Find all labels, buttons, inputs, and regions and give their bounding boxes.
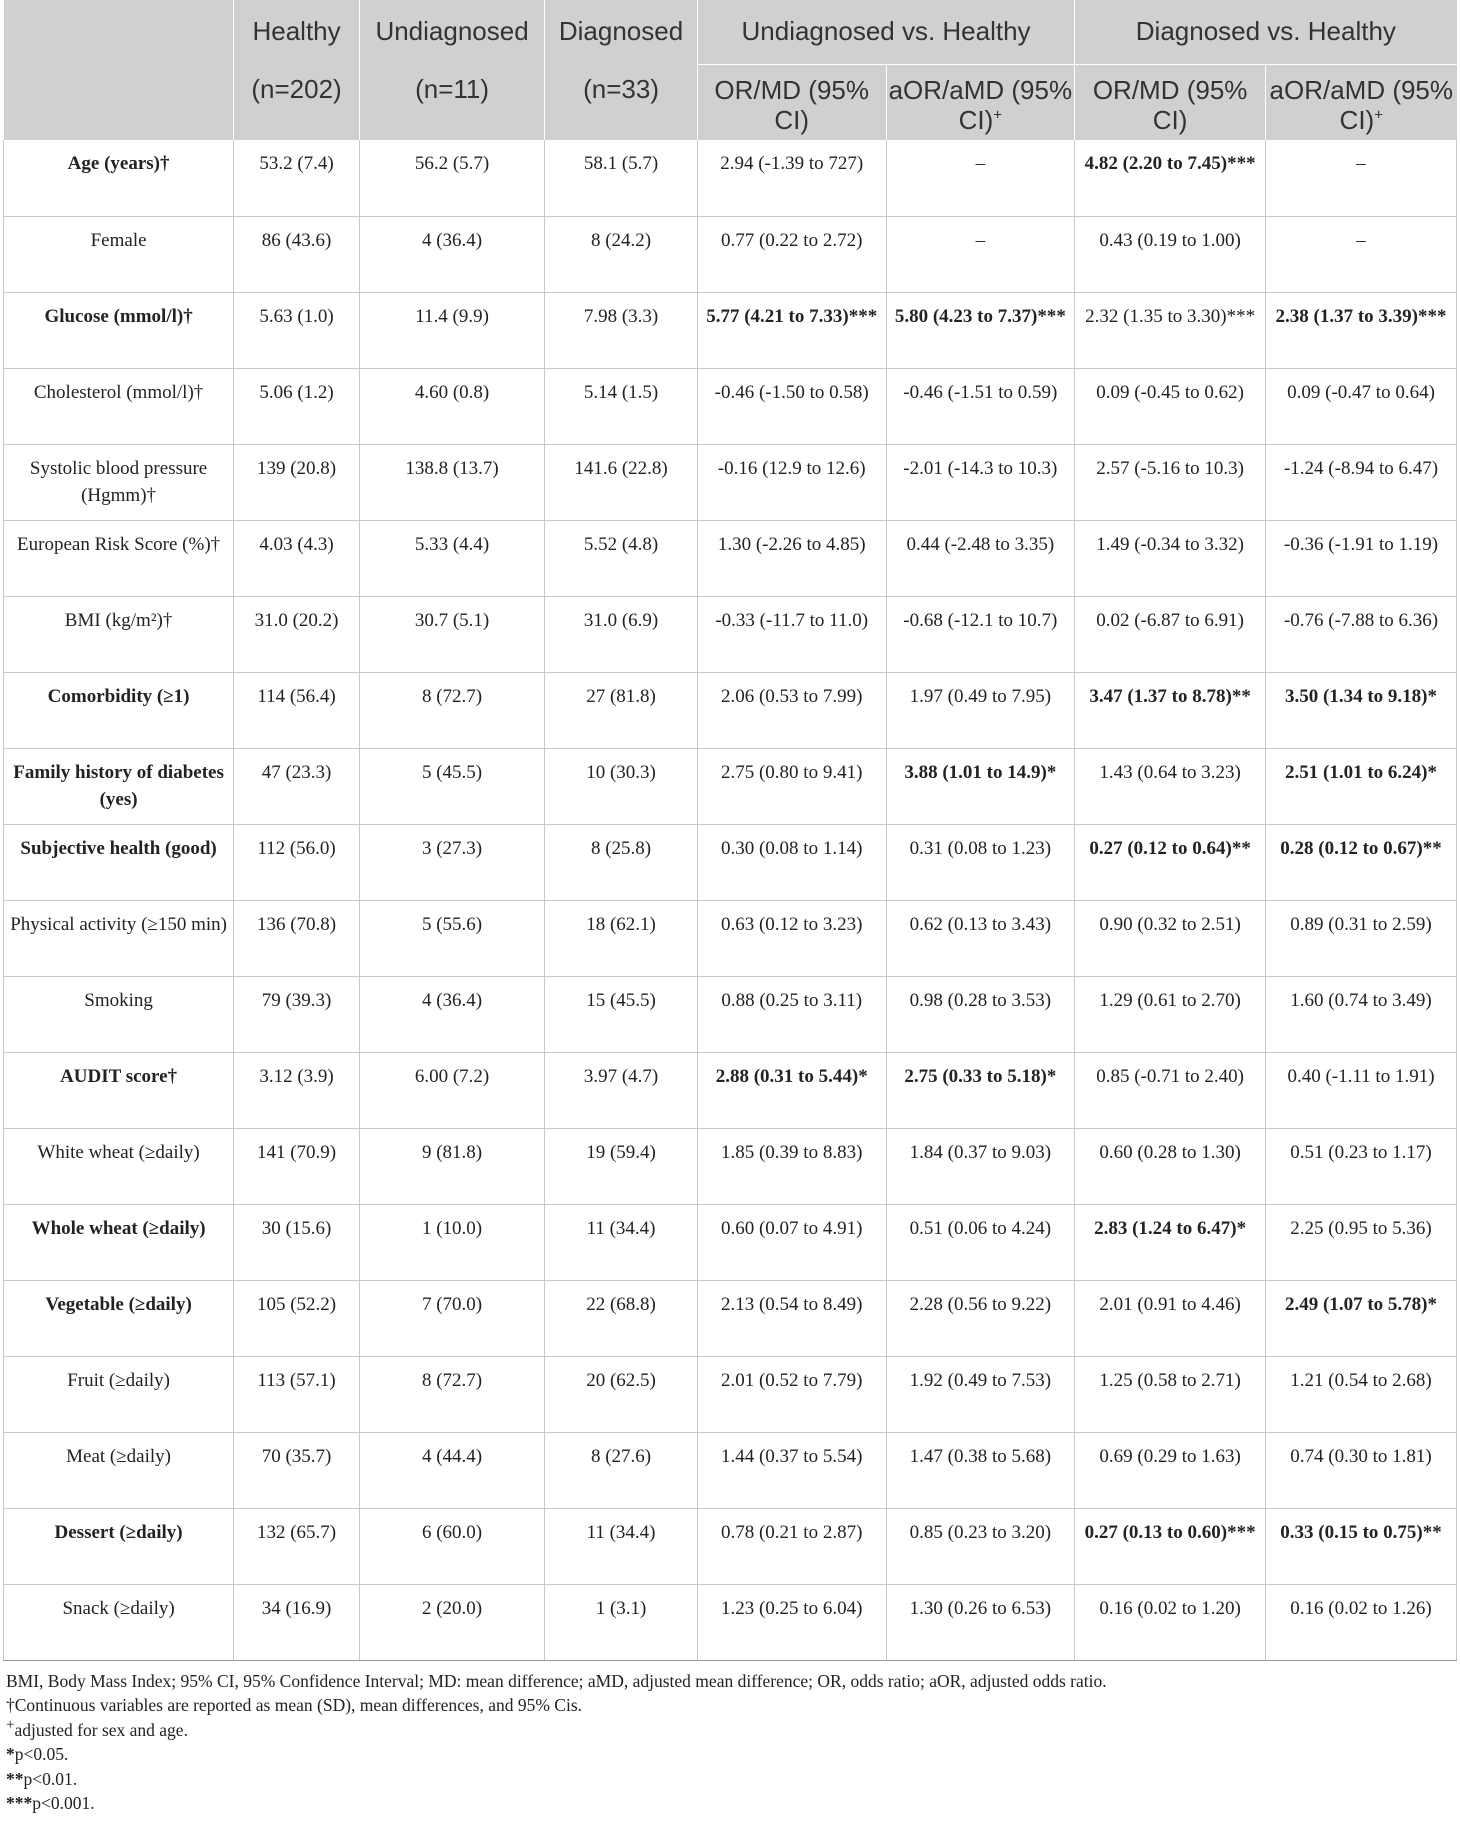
table-cell: 9 (81.8)	[359, 1128, 544, 1204]
table-row	[4, 444, 1457, 520]
header-aor-amd-undiagnosed-text: aOR/aMD (95% CI)	[888, 74, 1073, 135]
table-cell: –	[886, 216, 1075, 292]
table-row	[4, 292, 1457, 368]
table-cell: 4.03 (4.3)	[234, 520, 360, 596]
table-cell: 114 (56.4)	[234, 672, 360, 748]
table-row	[4, 520, 1457, 596]
row-label: Fruit (≥daily)	[4, 1356, 234, 1432]
table-row	[4, 1128, 1457, 1204]
table-row	[4, 596, 1457, 672]
table-cell: 58.1 (5.7)	[545, 140, 698, 216]
row-label: Comorbidity (≥1)	[4, 672, 234, 748]
table-cell: 2.75 (0.80 to 9.41)	[697, 748, 886, 824]
row-label: Vegetable (≥daily)	[4, 1280, 234, 1356]
table-cell: 2 (20.0)	[359, 1584, 544, 1660]
table-cell: 4.60 (0.8)	[359, 368, 544, 444]
header-aor-amd-diagnosed-text: aOR/aMD (95% CI)	[1269, 74, 1454, 135]
table-cell: 0.78 (0.21 to 2.87)	[697, 1508, 886, 1584]
table-cell: -0.36 (-1.91 to 1.19)	[1266, 520, 1457, 596]
footnote-p005-mark: *	[6, 1744, 15, 1764]
table-cell: -2.01 (-14.3 to 10.3)	[886, 444, 1075, 520]
table-cell: 1.43 (0.64 to 3.23)	[1075, 748, 1266, 824]
header-n-healthy: (n=202)	[234, 64, 360, 140]
table-cell: 1.85 (0.39 to 8.83)	[697, 1128, 886, 1204]
table-cell: 0.43 (0.19 to 1.00)	[1075, 216, 1266, 292]
footnote-p005	[6, 1742, 1454, 1767]
table-cell: 5.52 (4.8)	[545, 520, 698, 596]
table-body	[4, 140, 1457, 1660]
table-cell: 22 (68.8)	[545, 1280, 698, 1356]
row-label: BMI (kg/m²)†	[4, 596, 234, 672]
header-healthy: Healthy	[234, 0, 360, 64]
results-table	[3, 0, 1457, 1661]
table-cell: 0.89 (0.31 to 2.59)	[1266, 900, 1457, 976]
table-row	[4, 1584, 1457, 1660]
table-cell: 30 (15.6)	[234, 1204, 360, 1280]
table-cell: 3.88 (1.01 to 14.9)*	[886, 748, 1075, 824]
table-cell: 0.69 (0.29 to 1.63)	[1075, 1432, 1266, 1508]
table-cell: 8 (27.6)	[545, 1432, 698, 1508]
table-cell: 3.47 (1.37 to 8.78)**	[1075, 672, 1266, 748]
footnote-abbreviations: BMI, Body Mass Index; 95% CI, 95% Confidence Interval; MD: mean difference; aMD, adjusted mean difference; OR, odds ratio; aOR, adjusted odds ratio.	[6, 1670, 1107, 1691]
table-cell: 86 (43.6)	[234, 216, 360, 292]
table-cell: 141.6 (22.8)	[545, 444, 698, 520]
table-cell: 0.09 (-0.47 to 0.64)	[1266, 368, 1457, 444]
table-cell: 105 (52.2)	[234, 1280, 360, 1356]
header-plus-mark-2: +	[1374, 105, 1383, 123]
table-row	[4, 748, 1457, 824]
table-row	[4, 1356, 1457, 1432]
header-or-md-undiagnosed: OR/MD (95% CI)	[697, 64, 886, 140]
table-cell: 18 (62.1)	[545, 900, 698, 976]
table-cell: 141 (70.9)	[234, 1128, 360, 1204]
table-row	[4, 1052, 1457, 1128]
table-cell: 7.98 (3.3)	[545, 292, 698, 368]
table-cell: 5.77 (4.21 to 7.33)***	[697, 292, 886, 368]
table-cell: 1.30 (0.26 to 6.53)	[886, 1584, 1075, 1660]
footnotes	[3, 1661, 1457, 1816]
table-header	[4, 0, 1457, 140]
row-label: Systolic blood pressure (Hgmm)†	[4, 444, 234, 520]
table-cell: 1.97 (0.49 to 7.95)	[886, 672, 1075, 748]
table-cell: 2.49 (1.07 to 5.78)*	[1266, 1280, 1457, 1356]
footnote-dagger: †Continuous variables are reported as mean (SD), mean differences, and 95% Cis.	[6, 1695, 583, 1715]
table-cell: 0.51 (0.23 to 1.17)	[1266, 1128, 1457, 1204]
table-cell: 6.00 (7.2)	[359, 1052, 544, 1128]
row-label: Subjective health (good)	[4, 824, 234, 900]
table-cell: 3.12 (3.9)	[234, 1052, 360, 1128]
table-cell: 2.32 (1.35 to 3.30)***	[1075, 292, 1266, 368]
table-cell: 2.94 (-1.39 to 727)	[697, 140, 886, 216]
table-cell: 1 (10.0)	[359, 1204, 544, 1280]
row-label: Female	[4, 216, 234, 292]
header-undiagnosed: Undiagnosed	[359, 0, 544, 64]
header-diagnosed: Diagnosed	[545, 0, 698, 64]
table-cell: 4.82 (2.20 to 7.45)***	[1075, 140, 1266, 216]
table-cell: 0.60 (0.28 to 1.30)	[1075, 1128, 1266, 1204]
table-cell: 1.84 (0.37 to 9.03)	[886, 1128, 1075, 1204]
row-label: White wheat (≥daily)	[4, 1128, 234, 1204]
row-label: Smoking	[4, 976, 234, 1052]
table-cell: 2.51 (1.01 to 6.24)*	[1266, 748, 1457, 824]
table-cell: 4 (36.4)	[359, 976, 544, 1052]
table-row	[4, 216, 1457, 292]
table-cell: 31.0 (6.9)	[545, 596, 698, 672]
table-cell: 2.57 (-5.16 to 10.3)	[1075, 444, 1266, 520]
table-cell: 1 (3.1)	[545, 1584, 698, 1660]
table-cell: 3 (27.3)	[359, 824, 544, 900]
footnote-plus-mark: +	[6, 1716, 15, 1733]
table-cell: 31.0 (20.2)	[234, 596, 360, 672]
row-label: Age (years)†	[4, 140, 234, 216]
table-cell: 11.4 (9.9)	[359, 292, 544, 368]
table-cell: 2.01 (0.91 to 4.46)	[1075, 1280, 1266, 1356]
table-cell: 0.90 (0.32 to 2.51)	[1075, 900, 1266, 976]
table-cell: 0.63 (0.12 to 3.23)	[697, 900, 886, 976]
header-undiagnosed-vs-healthy: Undiagnosed vs. Healthy	[697, 0, 1074, 64]
row-label: European Risk Score (%)†	[4, 520, 234, 596]
footnote-p005-text: p<0.05.	[14, 1744, 69, 1764]
table-cell: 2.75 (0.33 to 5.18)*	[886, 1052, 1075, 1128]
table-cell: 53.2 (7.4)	[234, 140, 360, 216]
table-cell: 2.06 (0.53 to 7.99)	[697, 672, 886, 748]
table-cell: 1.49 (-0.34 to 3.32)	[1075, 520, 1266, 596]
table-cell: 1.23 (0.25 to 6.04)	[697, 1584, 886, 1660]
table-cell: 0.27 (0.13 to 0.60)***	[1075, 1508, 1266, 1584]
table-cell: –	[1266, 140, 1457, 216]
table-cell: -0.46 (-1.50 to 0.58)	[697, 368, 886, 444]
table-cell: 4 (44.4)	[359, 1432, 544, 1508]
footnote-p001	[6, 1767, 1454, 1792]
table-cell: 0.02 (-6.87 to 6.91)	[1075, 596, 1266, 672]
table-cell: 2.28 (0.56 to 9.22)	[886, 1280, 1075, 1356]
footnote-p001-text: p<0.01.	[23, 1768, 78, 1789]
table-row	[4, 1432, 1457, 1508]
table-row	[4, 368, 1457, 444]
table-cell: 79 (39.3)	[234, 976, 360, 1052]
table-cell: 4 (36.4)	[359, 216, 544, 292]
table-cell: 3.50 (1.34 to 9.18)*	[1266, 672, 1457, 748]
table-cell: 138.8 (13.7)	[359, 444, 544, 520]
table-cell: 5.14 (1.5)	[545, 368, 698, 444]
row-label: Glucose (mmol/l)†	[4, 292, 234, 368]
row-label: Family history of diabetes (yes)	[4, 748, 234, 824]
table-cell: 112 (56.0)	[234, 824, 360, 900]
table-cell: 8 (24.2)	[545, 216, 698, 292]
table-cell: 0.62 (0.13 to 3.43)	[886, 900, 1075, 976]
table-cell: 5.06 (1.2)	[234, 368, 360, 444]
table-cell: 6 (60.0)	[359, 1508, 544, 1584]
header-n-undiagnosed: (n=11)	[359, 64, 544, 140]
table-cell: 0.60 (0.07 to 4.91)	[697, 1204, 886, 1280]
table-cell: -0.46 (-1.51 to 0.59)	[886, 368, 1075, 444]
table-cell: 56.2 (5.7)	[359, 140, 544, 216]
table-row	[4, 900, 1457, 976]
footnote-plus-text: adjusted for sex and age.	[14, 1719, 188, 1740]
table-cell: 20 (62.5)	[545, 1356, 698, 1432]
table-cell: 136 (70.8)	[234, 900, 360, 976]
table-cell: 19 (59.4)	[545, 1128, 698, 1204]
table-cell: -1.24 (-8.94 to 6.47)	[1266, 444, 1457, 520]
table-row	[4, 672, 1457, 748]
table-cell: 1.47 (0.38 to 5.68)	[886, 1432, 1075, 1508]
table-cell: 5.80 (4.23 to 7.37)***	[886, 292, 1075, 368]
header-plus-mark: +	[993, 105, 1003, 123]
table-row	[4, 976, 1457, 1052]
table-cell: 0.85 (0.23 to 3.20)	[886, 1508, 1075, 1584]
table-row	[4, 824, 1457, 900]
table-row	[4, 1508, 1457, 1584]
table-cell: 15 (45.5)	[545, 976, 698, 1052]
table-cell: 139 (20.8)	[234, 444, 360, 520]
table-cell: 0.98 (0.28 to 3.53)	[886, 976, 1075, 1052]
footnote-p001-mark: **	[6, 1768, 24, 1789]
table-cell: –	[886, 140, 1075, 216]
table-cell: 5.63 (1.0)	[234, 292, 360, 368]
table-cell: 27 (81.8)	[545, 672, 698, 748]
table-cell: 0.51 (0.06 to 4.24)	[886, 1204, 1075, 1280]
table-cell: 2.83 (1.24 to 6.47)*	[1075, 1204, 1266, 1280]
table-cell: 0.09 (-0.45 to 0.62)	[1075, 368, 1266, 444]
table-cell: 0.27 (0.12 to 0.64)**	[1075, 824, 1266, 900]
footnote-p0001	[6, 1791, 1454, 1816]
table-cell: 1.25 (0.58 to 2.71)	[1075, 1356, 1266, 1432]
table-cell: 47 (23.3)	[234, 748, 360, 824]
row-label: Snack (≥daily)	[4, 1584, 234, 1660]
table-cell: 1.44 (0.37 to 5.54)	[697, 1432, 886, 1508]
header-aor-amd-diagnosed	[1266, 64, 1457, 140]
table-row	[4, 1280, 1457, 1356]
table-cell: 132 (65.7)	[234, 1508, 360, 1584]
table-row	[4, 1204, 1457, 1280]
header-diagnosed-vs-healthy: Diagnosed vs. Healthy	[1075, 0, 1457, 64]
table-cell: 5 (45.5)	[359, 748, 544, 824]
table-cell: –	[1266, 216, 1457, 292]
table-cell: 0.44 (-2.48 to 3.35)	[886, 520, 1075, 596]
table-cell: 0.77 (0.22 to 2.72)	[697, 216, 886, 292]
row-label: Whole wheat (≥daily)	[4, 1204, 234, 1280]
table-cell: 8 (72.7)	[359, 1356, 544, 1432]
table-cell: 1.92 (0.49 to 7.53)	[886, 1356, 1075, 1432]
table-cell: 2.13 (0.54 to 8.49)	[697, 1280, 886, 1356]
table-cell: 5 (55.6)	[359, 900, 544, 976]
table-cell: 30.7 (5.1)	[359, 596, 544, 672]
table-cell: 3.97 (4.7)	[545, 1052, 698, 1128]
table-cell: 34 (16.9)	[234, 1584, 360, 1660]
row-label: Cholesterol (mmol/l)†	[4, 368, 234, 444]
table-cell: 0.31 (0.08 to 1.23)	[886, 824, 1075, 900]
table-cell: 0.28 (0.12 to 0.67)**	[1266, 824, 1457, 900]
table-cell: 5.33 (4.4)	[359, 520, 544, 596]
table-row	[4, 140, 1457, 216]
footnote-plus	[6, 1718, 1454, 1743]
row-label: Dessert (≥daily)	[4, 1508, 234, 1584]
table-cell: 0.40 (-1.11 to 1.91)	[1266, 1052, 1457, 1128]
table-cell: 0.88 (0.25 to 3.11)	[697, 976, 886, 1052]
header-corner-2	[4, 64, 234, 140]
table-cell: 0.33 (0.15 to 0.75)**	[1266, 1508, 1457, 1584]
table-cell: 7 (70.0)	[359, 1280, 544, 1356]
table-cell: 11 (34.4)	[545, 1508, 698, 1584]
table-cell: -0.76 (-7.88 to 6.36)	[1266, 596, 1457, 672]
table-cell: 2.01 (0.52 to 7.79)	[697, 1356, 886, 1432]
header-corner	[4, 0, 234, 64]
table-cell: 113 (57.1)	[234, 1356, 360, 1432]
table-cell: 2.25 (0.95 to 5.36)	[1266, 1204, 1457, 1280]
table-cell: 1.29 (0.61 to 2.70)	[1075, 976, 1266, 1052]
table-cell: 0.74 (0.30 to 1.81)	[1266, 1432, 1457, 1508]
table-cell: 0.16 (0.02 to 1.20)	[1075, 1584, 1266, 1660]
table-cell: -0.68 (-12.1 to 10.7)	[886, 596, 1075, 672]
row-label: Meat (≥daily)	[4, 1432, 234, 1508]
table-cell: 0.85 (-0.71 to 2.40)	[1075, 1052, 1266, 1128]
table-cell: -0.33 (-11.7 to 11.0)	[697, 596, 886, 672]
table-cell: 1.60 (0.74 to 3.49)	[1266, 976, 1457, 1052]
row-label: AUDIT score†	[4, 1052, 234, 1128]
footnote-p0001-mark: ***	[6, 1793, 33, 1813]
table-cell: 1.30 (-2.26 to 4.85)	[697, 520, 886, 596]
table-cell: 2.38 (1.37 to 3.39)***	[1266, 292, 1457, 368]
table-cell: 8 (25.8)	[545, 824, 698, 900]
header-n-diagnosed: (n=33)	[545, 64, 698, 140]
footnote-p0001-text: p<0.001.	[32, 1793, 95, 1813]
header-or-md-diagnosed: OR/MD (95% CI)	[1075, 64, 1266, 140]
header-aor-amd-undiagnosed	[886, 64, 1075, 140]
row-label: Physical activity (≥150 min)	[4, 900, 234, 976]
table-cell: -0.16 (12.9 to 12.6)	[697, 444, 886, 520]
table-cell: 70 (35.7)	[234, 1432, 360, 1508]
table-cell: 2.88 (0.31 to 5.44)*	[697, 1052, 886, 1128]
table-cell: 1.21 (0.54 to 2.68)	[1266, 1356, 1457, 1432]
table-cell: 10 (30.3)	[545, 748, 698, 824]
table-cell: 0.30 (0.08 to 1.14)	[697, 824, 886, 900]
table-cell: 0.16 (0.02 to 1.26)	[1266, 1584, 1457, 1660]
table-cell: 11 (34.4)	[545, 1204, 698, 1280]
table-cell: 8 (72.7)	[359, 672, 544, 748]
